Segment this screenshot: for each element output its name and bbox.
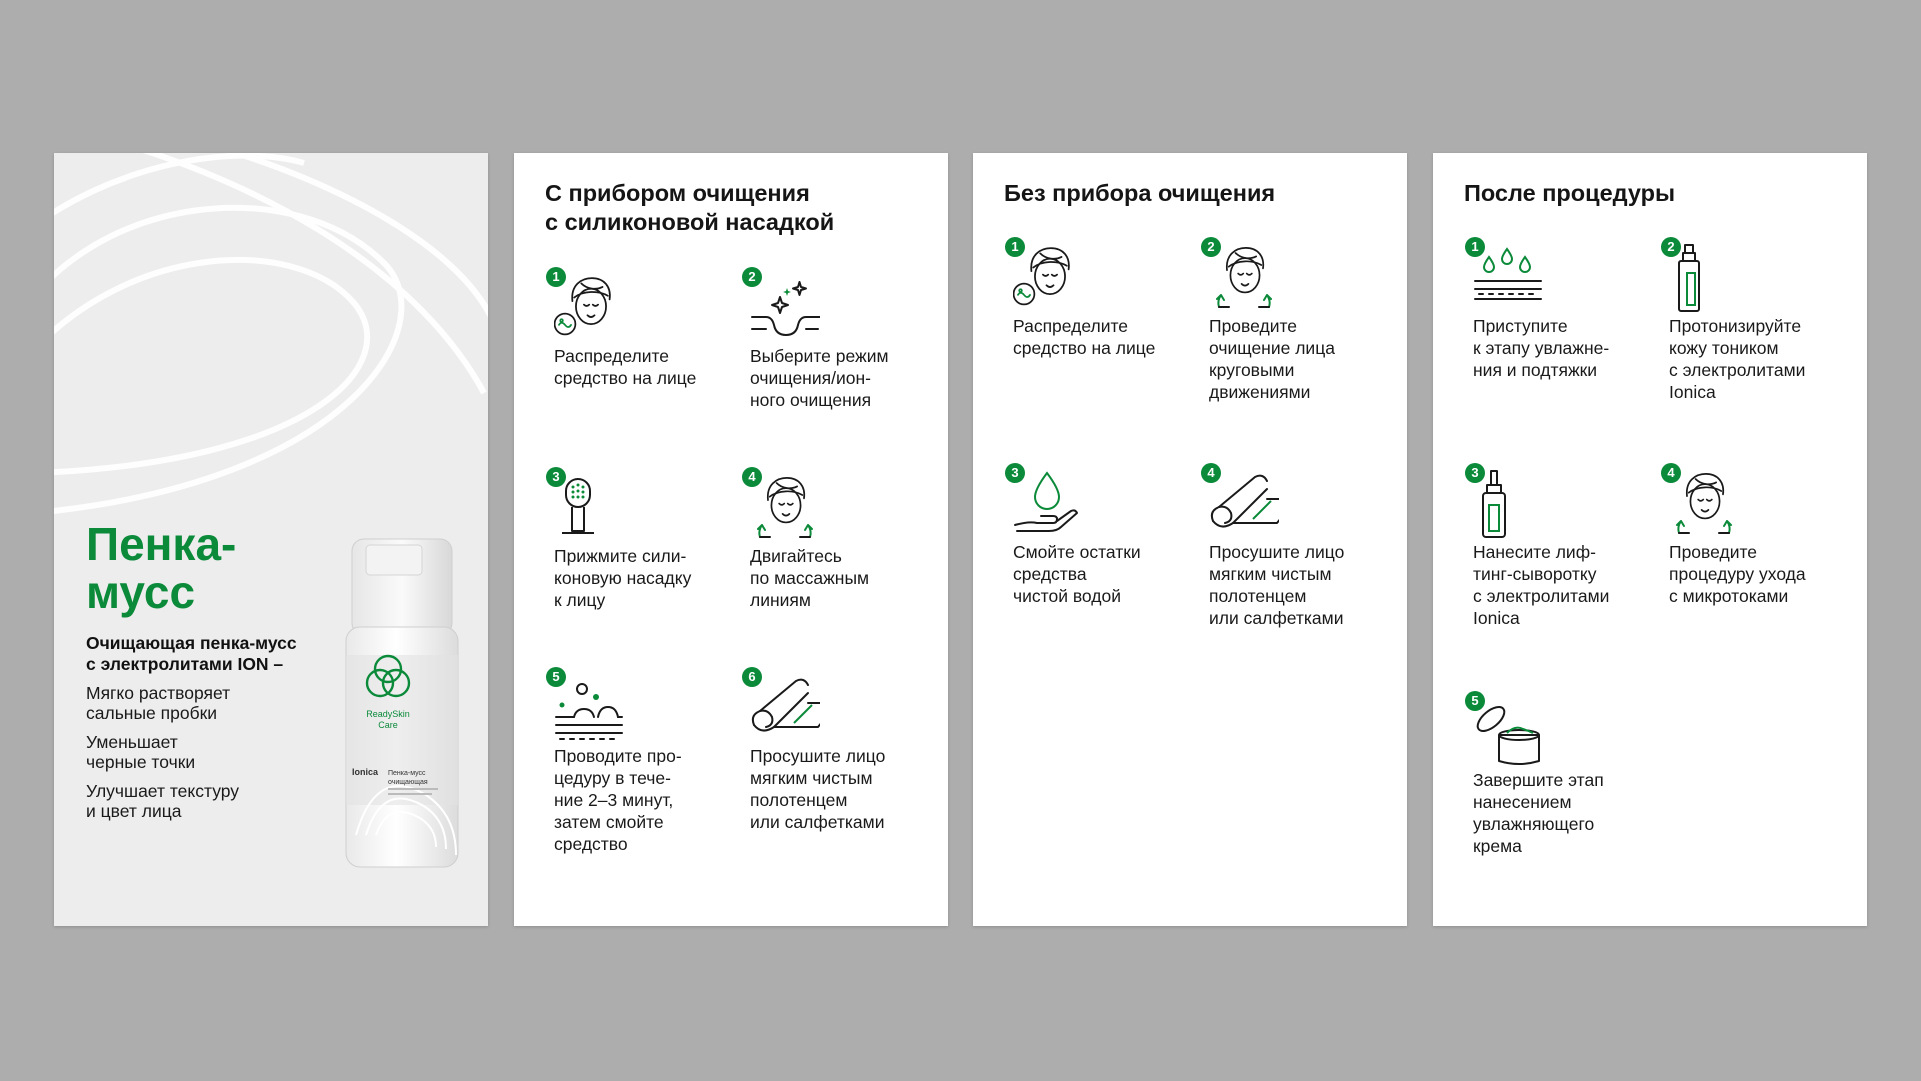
step-text: Смойте остатки средства чистой водой bbox=[1013, 542, 1141, 606]
cream-jar-icon bbox=[1473, 697, 1543, 767]
step-text: Прижмите сили- коновую насадку к лицу bbox=[554, 546, 692, 610]
step-number: 2 bbox=[742, 267, 762, 287]
after-procedure-panel bbox=[1433, 153, 1867, 926]
step-number: 4 bbox=[1661, 463, 1681, 483]
product-title: Пенка- мусс bbox=[86, 518, 237, 618]
bottle-product-line2: очищающая bbox=[388, 779, 428, 786]
product-panel bbox=[54, 153, 488, 926]
step-number: 5 bbox=[1465, 691, 1485, 711]
step-number: 4 bbox=[1201, 463, 1221, 483]
step-text: Распределите средство на лице bbox=[554, 346, 697, 388]
step-text: Проводите про- цедуру в течe- ние 2–3 минут, затем смойте средство bbox=[554, 746, 682, 854]
step-number: 3 bbox=[1005, 463, 1025, 483]
step-text: Нанесите лиф- тинг-сыворотку с электролитами Ionica bbox=[1473, 542, 1610, 628]
foam-bottle-image bbox=[342, 535, 466, 875]
benefit-list bbox=[86, 683, 326, 830]
step-text: Выберите режим очищения/ион- ного очищения bbox=[750, 346, 889, 410]
skin-bubbles-icon bbox=[554, 673, 624, 743]
face-massage-arrows-icon bbox=[1209, 243, 1279, 313]
benefit-item: Мягко растворяет сальные пробки bbox=[86, 683, 231, 723]
product-subtitle: Очищающая пенка-мусс с электролитами ION – bbox=[86, 633, 297, 674]
bottle-product-line1: Пенка-мусс bbox=[388, 770, 426, 777]
toner-bottle-icon bbox=[1669, 243, 1739, 313]
bottle-logo-line1: ReadySkin bbox=[366, 709, 410, 719]
panel-title: После процедуры bbox=[1464, 180, 1676, 206]
sparkle-mode-icon bbox=[750, 273, 820, 343]
step-number: 1 bbox=[546, 267, 566, 287]
step-text: Проведите процедуру ухода с микротоками bbox=[1669, 542, 1806, 606]
step-text: Распределите средство на лице bbox=[1013, 316, 1156, 358]
silicone-brush-device-icon bbox=[554, 473, 624, 543]
face-massage-arrows-icon bbox=[750, 473, 820, 543]
skin-drops-icon bbox=[1473, 243, 1543, 313]
step-text: Приступите к этапу увлажне- ния и подтяжки bbox=[1473, 316, 1610, 380]
panel-title: С прибором очищения с силиконовой насадкой bbox=[545, 180, 835, 235]
no-device-panel bbox=[973, 153, 1407, 926]
benefit-item: Уменьшает черные точки bbox=[86, 732, 196, 772]
step-text: Завершите этап нанесением увлажняющего крема bbox=[1473, 770, 1604, 856]
step-number: 3 bbox=[546, 467, 566, 487]
step-number: 3 bbox=[1465, 463, 1485, 483]
face-with-towel-circle-icon bbox=[1013, 243, 1083, 313]
device-cleansing-panel bbox=[514, 153, 948, 926]
step-text: Протонизируйте кожу тоником с электролитами Ionica bbox=[1669, 316, 1806, 402]
step-number: 4 bbox=[742, 467, 762, 487]
panel-title: Без прибора очищения bbox=[1004, 180, 1276, 206]
face-with-towel-circle-icon bbox=[554, 273, 624, 343]
benefit-item: Улучшает текстуру и цвет лица bbox=[86, 781, 240, 821]
bottle-logo-line2: Care bbox=[378, 720, 398, 730]
step-number: 2 bbox=[1201, 237, 1221, 257]
step-text: Просушите лицо мягким чистым полотенцем или салфетками bbox=[1209, 542, 1345, 628]
step-number: 5 bbox=[546, 667, 566, 687]
step-number: 1 bbox=[1465, 237, 1485, 257]
step-number: 2 bbox=[1661, 237, 1681, 257]
face-massage-arrows-icon bbox=[1669, 469, 1739, 539]
step-text: Проведите очищение лица круговыми движениями bbox=[1209, 316, 1335, 402]
towel-roll-icon bbox=[1209, 469, 1279, 539]
water-drop-hand-icon bbox=[1013, 469, 1083, 539]
step-text: Просушите лицо мягким чистым полотенцем или салфетками bbox=[750, 746, 886, 832]
step-text: Двигайтесь по массажным линиям bbox=[750, 546, 870, 610]
step-number: 6 bbox=[742, 667, 762, 687]
bottle-brand: Ionica bbox=[352, 767, 379, 777]
serum-dropper-icon bbox=[1473, 469, 1543, 539]
step-number: 1 bbox=[1005, 237, 1025, 257]
towel-roll-icon bbox=[750, 673, 820, 743]
